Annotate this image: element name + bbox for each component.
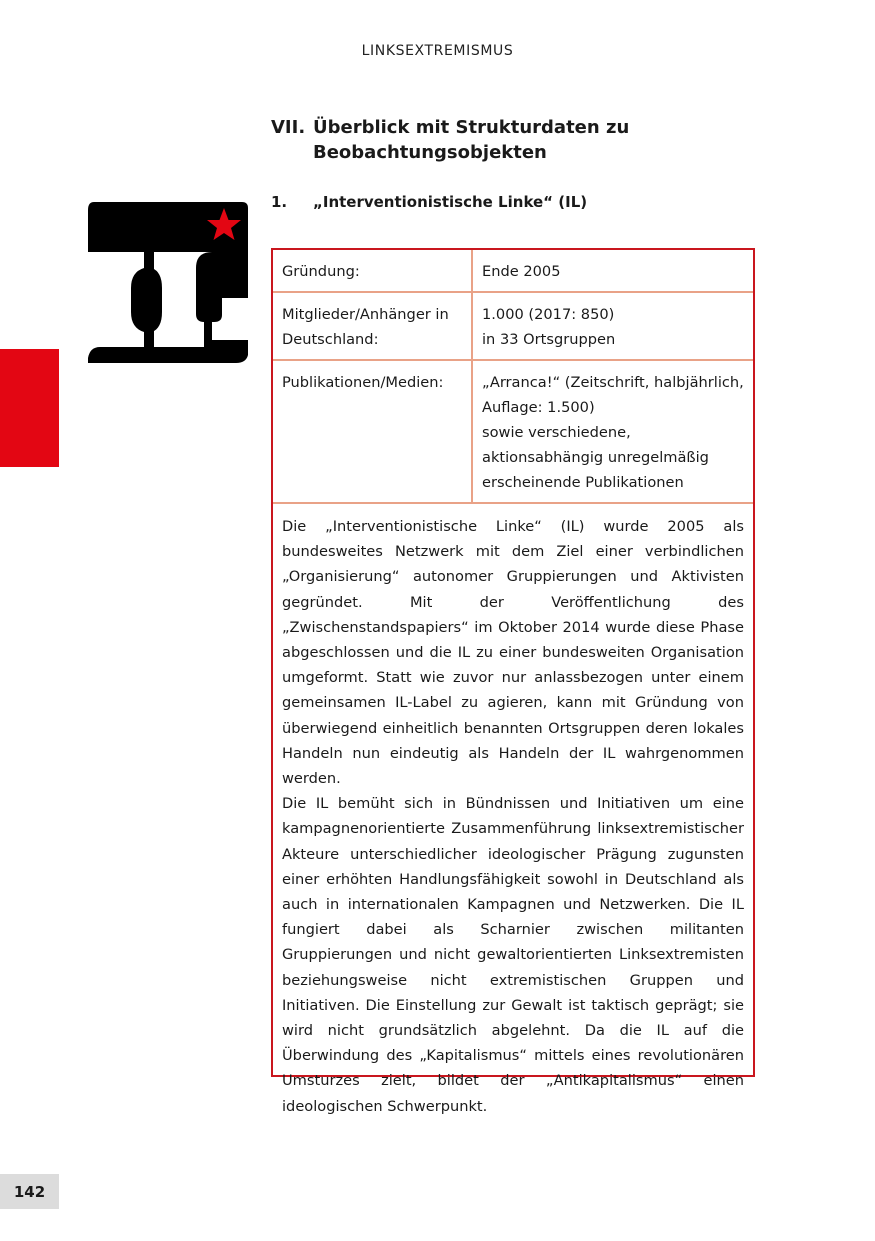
founding-value-line: Ende 2005 xyxy=(482,263,561,280)
red-side-tab xyxy=(0,349,59,467)
row-publications-label: Publikationen/Medien: xyxy=(273,361,473,504)
section-heading xyxy=(271,193,751,211)
info-table xyxy=(273,250,753,504)
description-paragraph: Die „Interventionistische Linke“ (IL) wurde 2005 als bundesweites Netzwerk mit dem Ziel einer verbindlichen „Organisierung“ autonomer Gruppierungen und Aktivisten gegründet. Mit der Veröffentlichung des „Zwischenstandspapiers“ im Oktober 2014 wurde diese Phase abgeschlossen und die IL zu einer bundesweiten Organisation umgeformt. Statt wie zuvor nur anlassbezogen unter einem gemeinsamen IL-Label zu agieren, kann mit Gründung von überwiegend einheitlich benannten Ortsgruppen deren lokales Handeln nun eindeutig als Handeln der IL wahrgenommen werden. xyxy=(282,518,744,788)
row-members-value xyxy=(473,293,753,361)
publications-value-line: sowie verschiedene, aktionsabhängig unregelmäßig erscheinende Publikationen xyxy=(482,424,709,491)
row-members-label: Mitglieder/Anhänger in Deutschland: xyxy=(273,293,473,361)
publications-value-line: „Arranca!“ (Zeitschrift, halbjährlich, Auflage: 1.500) xyxy=(482,374,744,416)
members-value-line: 1.000 (2017: 850) xyxy=(482,306,615,323)
row-founding-value xyxy=(473,250,753,293)
chapter-number: VII. xyxy=(271,117,306,138)
members-value-line: in 33 Ortsgruppen xyxy=(482,331,616,348)
page-number: 142 xyxy=(0,1174,59,1209)
info-box xyxy=(271,248,755,1115)
section-number: 1. xyxy=(271,193,288,211)
section-title: „Interventionistische Linke“ (IL) xyxy=(313,193,588,211)
description xyxy=(273,504,753,1127)
row-founding-label: Gründung: xyxy=(273,250,473,293)
running-header: LINKSEXTREMISMUS xyxy=(361,43,514,59)
il-logo-icon xyxy=(86,200,249,365)
description-paragraph: Die IL bemüht sich in Bündnissen und Initiativen um eine kampagnenorientierte Zusammenführung linksextremistischer Akteure unterschiedlicher ideologischer Prägung zugunsten einer erhöhten Handlungsfähigkeit sowohl in Deutschland als auch in internationalen Kampagnen und Netzwerken. Die IL fungiert dabei als Scharnier zwischen militanten Gruppierungen und nicht gewaltorientierten Linksextremisten beziehungsweise nicht extremistischen Gruppen und Initiativen. Die Einstellung zur Gewalt ist taktisch geprägt; sie wird nicht grundsätzlich abgelehnt. Da die IL auf die Überwindung des „Kapitalismus“ mittels eines revolutionären Umsturzes zielt, bildet der „Antikapitalismus“ einen ideologischen Schwerpunkt. xyxy=(282,795,744,1115)
chapter-title: Überblick mit Strukturdaten zu Beobachtungsobjekten xyxy=(313,117,630,163)
chapter-heading xyxy=(271,115,751,165)
row-publications-value xyxy=(473,361,753,504)
